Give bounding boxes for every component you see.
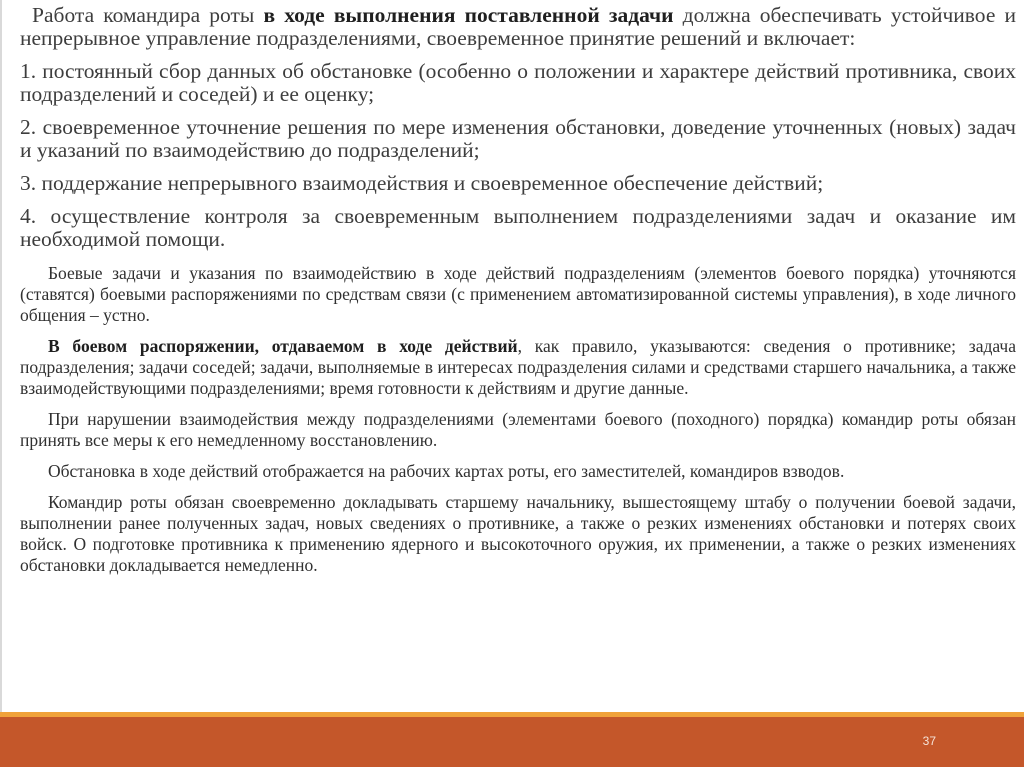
intro-text-continued: должна обеспечивать устойчивое и непрерывное управление подразделениями, своевременное принятие решений и включает:: [20, 3, 1016, 50]
intro-bold: в ходе выполнения поставленной задачи: [263, 3, 674, 27]
intro-text: Работа командира роты: [32, 3, 264, 27]
list-item-3: [20, 172, 1016, 195]
intro-paragraph: [20, 4, 1016, 50]
paragraph-maps: Обстановка в ходе действий отображается на рабочих картах роты, его заместителей, командиров взводов.: [48, 461, 845, 481]
combat-order-bold: В боевом распоряжении, отдаваемом в ходе действий: [48, 336, 518, 356]
list-number: 4.: [20, 204, 37, 228]
list-number: 1.: [20, 59, 37, 83]
slide-content: [20, 4, 1016, 584]
combat-order-text: , как правило, указываются: сведения о противнике; задача подразделения; задачи соседей; задачи, выполняемые в интересах подразделения силами и средствами старшего начальника, а также взаимодействующими подразделениями; время готовности к действиям и другие данные.: [20, 336, 1016, 398]
list-text: постоянный сбор данных об обстановке (особенно о положении и характере действий противника, своих подразделений и соседей) и ее оценку;: [20, 59, 1017, 106]
list-number: 2.: [20, 115, 37, 139]
paragraph-combat-order: [20, 336, 1016, 399]
list-text: поддержание непрерывного взаимодействия и своевременное обеспечение действий;: [41, 171, 824, 195]
footer-bar: [0, 717, 1024, 767]
page-number: 37: [922, 734, 936, 748]
list-number: 3.: [20, 171, 37, 195]
paragraph-combat-tasks: Боевые задачи и указания по взаимодействию в ходе действий подразделениям (элементов боевого порядка) уточняются (ставятся) боевыми распоряжениями по средствам связи (с применением автоматизированной системы управления), в ходе личного общения – устно.: [20, 263, 1016, 325]
left-rule: [0, 0, 2, 712]
paragraph-interaction: При нарушении взаимодействия между подразделениями (элементами боевого (походного) порядка) командир роты обязан принять все меры к его немедленному восстановлению.: [20, 409, 1016, 450]
list-text: своевременное уточнение решения по мере изменения обстановки, доведение уточненных (новых) задач и указаний по взаимодействию до подразделений;: [20, 115, 1016, 162]
paragraph-reporting: Командир роты обязан своевременно докладывать старшему начальнику, вышестоящему штабу о получении боевой задачи, выполнении ранее полученных задач, новых сведениях о противнике, а также о резких изменениях обстановки и потерях своих войск. О подготовке противника к применению ядерного и высокоточного оружия, их применении, а также о резких изменениях обстановки докладывается немедленно.: [20, 492, 1016, 575]
list-item-4: [20, 205, 1016, 251]
list-text: осуществление контроля за своевременным выполнением подразделениями задач и оказание им необходимой помощи.: [20, 204, 1017, 251]
list-item-2: [20, 116, 1016, 162]
list-item-1: [20, 60, 1016, 106]
